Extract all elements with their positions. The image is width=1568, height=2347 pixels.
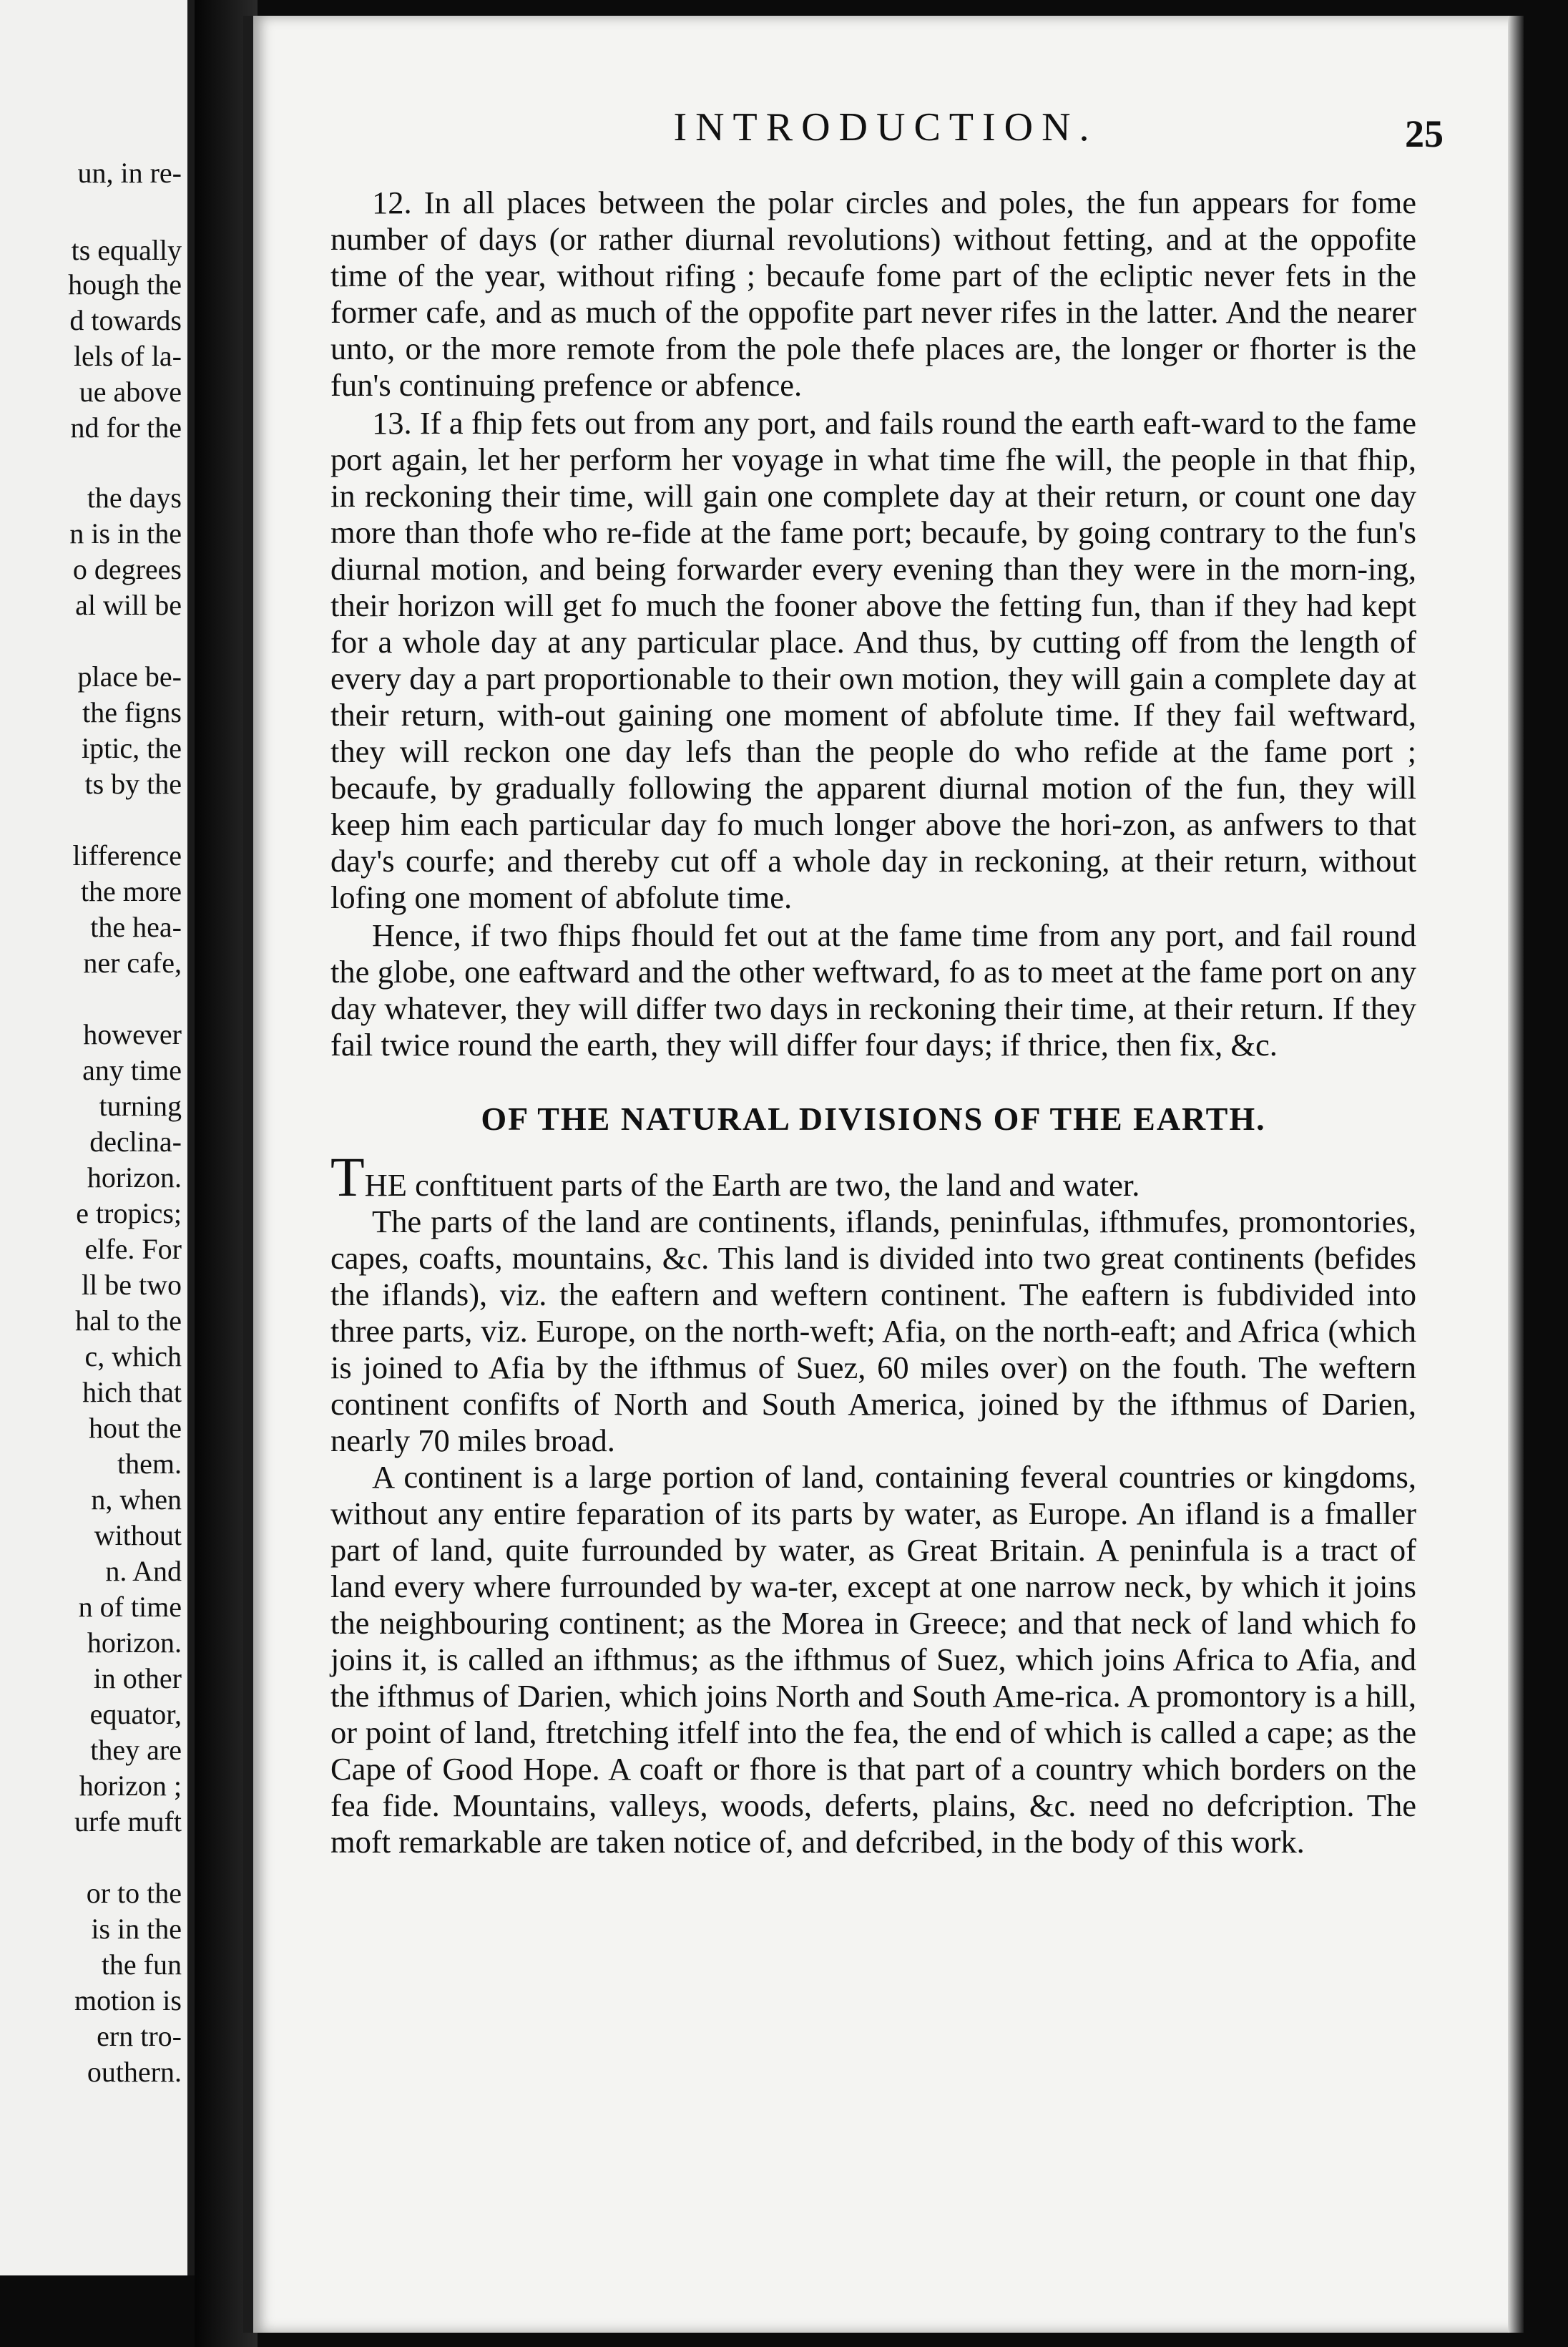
left-page-line: o degrees xyxy=(72,553,182,585)
page-edge xyxy=(1508,16,1524,2333)
left-page-line: e tropics; xyxy=(76,1197,182,1229)
section-title: OF THE NATURAL DIVISIONS OF THE EARTH. xyxy=(481,1101,1266,1137)
left-page-line: iptic, the xyxy=(82,732,182,764)
previous-page-fragment xyxy=(0,0,195,2275)
left-page-line: the figns xyxy=(82,696,182,728)
left-page-line: declina- xyxy=(89,1126,182,1158)
left-page-line: c, which xyxy=(84,1340,182,1372)
left-page-line: turning xyxy=(99,1090,182,1122)
left-page-line: lels of la- xyxy=(73,340,182,372)
left-page-line: any time xyxy=(82,1054,182,1086)
book-page xyxy=(243,16,1518,2333)
left-page-line: the more xyxy=(80,875,182,907)
left-page-line: ts equally xyxy=(71,234,182,266)
left-page-line: horizon. xyxy=(87,1161,182,1194)
left-page-line: ll be two xyxy=(82,1269,182,1301)
left-page-line: place be- xyxy=(77,660,182,693)
left-page-line: al will be xyxy=(75,589,182,621)
page-body xyxy=(330,185,1416,1860)
left-page-line: d towards xyxy=(69,304,182,336)
left-page-line: ern tro- xyxy=(97,2020,182,2052)
left-page-line: the hea- xyxy=(90,911,182,943)
paragraph-hence: Hence, if two fhips fhould fet out at the fame time from any port, and fail round the globe, one eaftward and the other weftward, fo as to meet at the fame port on any day whatever, they will differ two days in reckoning their time, at their return. If they fail twice round the earth, they will differ four days; if thrice, then fix, &c. xyxy=(330,917,1416,1063)
left-page-line: them. xyxy=(117,1448,182,1480)
left-page-line: n. And xyxy=(105,1555,182,1587)
left-page-line: horizon ; xyxy=(79,1770,182,1802)
left-page-line: n is in the xyxy=(69,517,182,550)
left-page-line: urfe muft xyxy=(74,1805,182,1838)
left-page-line: in other xyxy=(93,1662,182,1694)
left-page-line: ts by the xyxy=(84,768,182,800)
left-page-line: or to the xyxy=(86,1877,182,1909)
left-page-line: without xyxy=(94,1519,182,1551)
left-page-line: n of time xyxy=(78,1591,182,1623)
left-page-line: hal to the xyxy=(75,1304,182,1337)
left-page-line: however xyxy=(83,1018,182,1050)
left-page-line: is in the xyxy=(91,1913,182,1945)
left-page-line: outhern. xyxy=(87,2056,182,2088)
paragraph-13: 13. If a fhip fets out from any port, and fails round the earth eaft-ward to the fame port again, let her perform her voyage in what time fhe will, the people in that fhip, in reckoning their time, will gain one complete day at their return, or count one day more than thofe who re-fide at the fame port; becaufe, by going contrary to the fun's diurnal motion, and being forwarder every evening than they were in the morn-ing, their horizon will get fo much the fooner above the fetting fun, than if they had kept for a whole day at any particular place. And thus, by cutting off from the length of every day a part proportionable to their own motion, they will gain a complete day at their return, with-out gaining one moment of abfolute time. If they fail weftward, they will reckon one day lefs than the people do who refide at the fame port ; becaufe, by gradually following the apparent diurnal motion of the fun, they will keep him each particular day fo much longer above the hori-zon, as anfwers to that day's courfe; and thereby cut off a whole day in reckoning, at their return, without lofing one moment of abfolute time. xyxy=(330,405,1416,915)
page-number: 25 xyxy=(1405,112,1444,155)
left-page-line: nd for the xyxy=(70,411,182,444)
running-head: INTRODUCTION. xyxy=(673,105,1098,150)
paragraph-12: 12. In all places between the polar circles and poles, the fun appears for fome number of days (or rather diurnal revolutions) without fetting, and at the oppofite time of the year, without rifing ; becaufe fome part of the ecliptic never fets in the former cafe, and as much of the oppofite part never rifes in the latter. And the nearer unto, or the more remote from the pole thefe places are, the longer or fhorter is the fun's continuing prefence or abfence. xyxy=(330,185,1416,403)
left-page-line: lifference xyxy=(72,839,182,872)
left-page-line: ue above xyxy=(79,376,182,408)
paragraph-parts-of-land: The parts of the land are continents, iflands, peninfulas, ifthmufes, promontories, capes, coafts, mountains, &c. This land is divided into two great continents (befides the iflands), viz. the eaftern and weftern continent. The eaftern is fubdivided into three parts, viz. Europe, on the north-weft; Afia, on the north-eaft; and Africa (which is joined to Afia by the ifthmus of Suez, 60 miles over) on the fouth. The weftern continent confifts of North and South America, joined by the ifthmus of Darien, nearly 70 miles broad. xyxy=(330,1204,1416,1458)
section-intro-text: HE conftituent parts of the Earth are two, the land and water. xyxy=(364,1167,1140,1203)
left-page-line: elfe. For xyxy=(84,1233,182,1265)
left-page-line: the fun xyxy=(101,1948,182,1981)
left-page-line: motion is xyxy=(74,1984,182,2016)
paragraph-continent-definitions: A continent is a large portion of land, containing feveral countries or kingdoms, without any entire feparation of its parts by water, as Europe. An ifland is a fmaller part of land, quite furrounded by water, as Great Britain. A peninfula is a tract of land every where furrounded by wa-ter, except at one narrow neck, by which it joins the neighbouring continent; as the Morea in Greece; and that neck of land which fo joins it, is called an ifthmus; as the ifthmus of Suez, which joins Africa to Afia, and the ifthmus of Darien, which joins North and South Ame-rica. A promontory is a hill, or point of land, ftretching itfelf into the fea, the end of which is called a cape; as the Cape of Good Hope. A coaft or fhore is that part of a country which borders on the fea fide. Mountains, valleys, woods, deferts, plains, &c. need no defcription. The moft remarkable are taken notice of, and defcribed, in the body of this work. xyxy=(330,1459,1416,1860)
left-page-line: horizon. xyxy=(87,1626,182,1659)
left-page-line: ner cafe, xyxy=(83,947,182,979)
section-intro-paragraph xyxy=(330,1146,1416,1208)
left-page-line: hout the xyxy=(89,1412,182,1444)
left-page-line: un, in re- xyxy=(77,157,182,189)
left-page-line: the days xyxy=(87,482,182,514)
left-page-line: they are xyxy=(90,1734,182,1766)
left-page-line: equator, xyxy=(89,1698,182,1730)
left-page-line: hough the xyxy=(68,268,182,301)
left-page-line: hich that xyxy=(82,1376,182,1408)
left-page-line: n, when xyxy=(91,1483,182,1516)
drop-cap: T xyxy=(330,1146,365,1208)
